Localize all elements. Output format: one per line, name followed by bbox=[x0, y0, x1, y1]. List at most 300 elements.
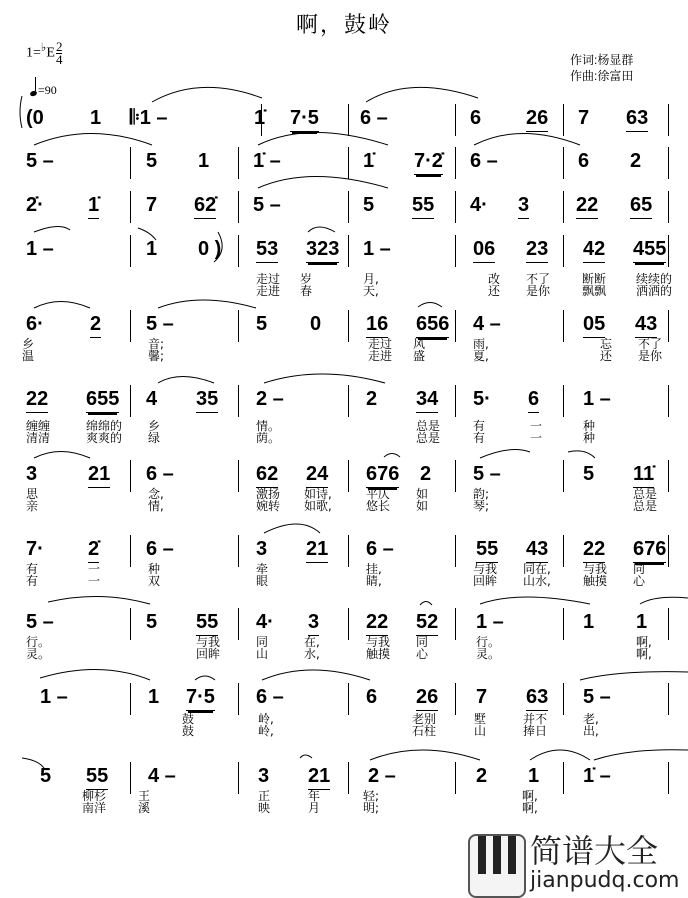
bar-line bbox=[130, 385, 131, 417]
lyric: 如歌, bbox=[304, 499, 332, 513]
bar-line bbox=[563, 608, 564, 640]
lyric: 馨; bbox=[148, 349, 165, 363]
note: 4 – bbox=[473, 313, 501, 335]
note: 5 – bbox=[473, 463, 501, 485]
note: 35 bbox=[196, 387, 218, 413]
note: 53 bbox=[256, 237, 278, 263]
lyric: 如 bbox=[416, 487, 429, 501]
note: 676 bbox=[633, 537, 666, 563]
bar-line bbox=[563, 310, 564, 342]
lyricist: 作词:杨显群 bbox=[570, 53, 634, 67]
lyric: 乡 bbox=[148, 419, 161, 433]
bar-line bbox=[348, 683, 349, 715]
lyric: 山 bbox=[474, 724, 487, 738]
bar-line bbox=[563, 104, 564, 136]
note: 323 bbox=[306, 237, 339, 263]
lyric: 在, bbox=[304, 635, 320, 649]
note: 2̇· bbox=[26, 194, 44, 216]
bar-line bbox=[130, 191, 131, 223]
note: 7 bbox=[146, 194, 158, 216]
watermark-logo bbox=[466, 832, 688, 898]
staff-row bbox=[18, 608, 670, 668]
note: (0 bbox=[26, 107, 44, 129]
lyric: 岁 bbox=[300, 272, 313, 286]
bar-line bbox=[455, 460, 456, 492]
note: 1 bbox=[583, 611, 595, 633]
bar-line bbox=[130, 762, 131, 794]
note: 3 bbox=[518, 193, 529, 219]
lyric: 触摸 bbox=[583, 574, 608, 588]
lyric: 老别 bbox=[412, 712, 437, 726]
lyric: 出, bbox=[583, 724, 599, 738]
bar-line bbox=[455, 310, 456, 342]
lyric: 如 bbox=[416, 499, 429, 513]
lyric: 清清 bbox=[26, 431, 51, 445]
note: 2 bbox=[90, 312, 101, 338]
note: 0 bbox=[310, 313, 322, 335]
lyric: 总是 bbox=[416, 431, 441, 445]
key-signature bbox=[26, 40, 62, 66]
note: 43 bbox=[635, 312, 657, 338]
lyric: 王 bbox=[138, 789, 151, 803]
key-tonic: E bbox=[46, 45, 55, 61]
lyric: 种 bbox=[148, 562, 161, 576]
lyric: 念, bbox=[148, 487, 164, 501]
lyric: 飘飘 bbox=[582, 284, 607, 298]
staff-row bbox=[18, 235, 673, 298]
lyric: 走过 bbox=[256, 272, 281, 286]
bar-line bbox=[348, 104, 349, 136]
bar-line bbox=[668, 310, 669, 342]
note: 1̇ – bbox=[583, 765, 611, 787]
lyric: 亲 bbox=[26, 499, 39, 513]
song-title: 啊，鼓岭 bbox=[295, 13, 392, 38]
lyric: 是你 bbox=[526, 284, 551, 298]
black-key bbox=[493, 836, 501, 874]
lyric: 如诗, bbox=[304, 487, 332, 501]
lyric: 月, bbox=[363, 272, 379, 286]
bar-line bbox=[563, 460, 564, 492]
bar-line bbox=[238, 683, 239, 715]
note: 1̇ bbox=[88, 193, 99, 219]
note: 4· bbox=[256, 611, 274, 633]
lyric: 悠长 bbox=[366, 499, 391, 513]
piano-keys-icon bbox=[468, 834, 526, 898]
lyric: 与我 bbox=[583, 562, 608, 576]
note: 55 bbox=[476, 537, 498, 563]
lyric: 捧日 bbox=[523, 724, 548, 738]
bar-line bbox=[563, 683, 564, 715]
note: 2 bbox=[630, 150, 642, 172]
lyric: 睛, bbox=[366, 574, 382, 588]
note: 5 – bbox=[26, 150, 54, 172]
staff-row bbox=[18, 191, 670, 241]
note: 5 – bbox=[253, 194, 281, 216]
note: 62 bbox=[256, 462, 278, 488]
lyric: 山水, bbox=[523, 574, 551, 588]
lyric: 明; bbox=[363, 801, 380, 815]
bar-line bbox=[668, 683, 669, 715]
lyric: 溪 bbox=[138, 801, 151, 815]
staff-row bbox=[18, 683, 670, 743]
staff-row bbox=[18, 147, 670, 197]
lyric: 啊, bbox=[522, 801, 538, 815]
bar-line bbox=[238, 762, 239, 794]
note: 6 – bbox=[470, 150, 498, 172]
bar-line bbox=[455, 385, 456, 417]
note: 2 bbox=[476, 765, 488, 787]
note: 23 bbox=[526, 237, 548, 263]
note: 21 bbox=[88, 462, 110, 488]
note: 2̇ bbox=[88, 537, 99, 563]
lyric: 回眸 bbox=[196, 647, 221, 661]
quarter-note-icon bbox=[29, 90, 37, 97]
lyric: 绿 bbox=[148, 431, 161, 445]
note: 43 bbox=[526, 537, 548, 563]
watermark-brand: 简谱大全 bbox=[530, 832, 659, 870]
lyric: 啊, bbox=[522, 789, 538, 803]
lyric: 触摸 bbox=[366, 647, 391, 661]
bar-line bbox=[238, 535, 239, 567]
tempo-marking bbox=[30, 80, 57, 98]
bar-line bbox=[668, 191, 669, 223]
lyric: 乡 bbox=[22, 337, 35, 351]
lyric: 爽爽的 bbox=[86, 431, 123, 445]
note: 21 bbox=[308, 764, 330, 790]
lyric: 水, bbox=[304, 647, 320, 661]
bar-line bbox=[238, 191, 239, 223]
lyric: 音; bbox=[148, 337, 165, 351]
lyric: 灵。 bbox=[26, 647, 51, 661]
note: 5 bbox=[146, 150, 158, 172]
time-signature bbox=[55, 38, 63, 67]
note: 1 – bbox=[476, 611, 504, 633]
lyric: 种 bbox=[583, 419, 596, 433]
lyric: 不了 bbox=[526, 272, 551, 286]
note: 0 ) bbox=[198, 238, 222, 260]
note: 3 bbox=[308, 610, 319, 636]
note: 2 – bbox=[256, 388, 284, 410]
bar-line bbox=[348, 535, 349, 567]
lyric: 挂, bbox=[366, 562, 382, 576]
lyric: 岭, bbox=[258, 712, 274, 726]
note: 7 bbox=[476, 686, 488, 708]
note: 22 bbox=[583, 537, 605, 563]
lyric: 啊, bbox=[636, 635, 652, 649]
note: 7·5 bbox=[186, 685, 215, 711]
bar-line bbox=[130, 147, 131, 179]
note: 22 bbox=[366, 610, 388, 636]
bar-line bbox=[668, 104, 669, 136]
lyric: 改 bbox=[488, 272, 501, 286]
staff-row bbox=[18, 385, 670, 445]
lyric: 婉转 bbox=[256, 499, 281, 513]
lyric: 心 bbox=[633, 574, 646, 588]
flat-icon: ♭ bbox=[40, 41, 47, 54]
note: 6 bbox=[578, 150, 590, 172]
note: 3 bbox=[256, 538, 268, 560]
lyric: 柳杉 bbox=[82, 789, 107, 803]
lyric: 还 bbox=[488, 284, 501, 298]
lyric: 眼 bbox=[256, 574, 269, 588]
lyric: 正 bbox=[258, 789, 271, 803]
lyric: 啊, bbox=[636, 647, 652, 661]
bar-line bbox=[348, 310, 349, 342]
note: 65 bbox=[630, 193, 652, 219]
bar-line bbox=[348, 385, 349, 417]
lyric: 有 bbox=[473, 419, 486, 433]
note: 1 – bbox=[583, 388, 611, 410]
bar-line bbox=[563, 385, 564, 417]
bar-line bbox=[668, 147, 669, 179]
lyric: 有 bbox=[26, 574, 39, 588]
bar-line bbox=[563, 147, 564, 179]
bar-line bbox=[348, 608, 349, 640]
lyric: 还 bbox=[600, 349, 613, 363]
note: 26 bbox=[416, 685, 438, 711]
lyric: 映 bbox=[258, 801, 271, 815]
note: 22 bbox=[26, 387, 48, 413]
bar-line bbox=[348, 460, 349, 492]
bar-line bbox=[348, 191, 349, 223]
note: 06 bbox=[473, 237, 495, 263]
bar-line bbox=[668, 235, 669, 267]
lyric: 韵; bbox=[473, 487, 490, 501]
lyric: 行。 bbox=[26, 635, 51, 649]
lyric: 回眸 bbox=[473, 574, 498, 588]
staff-row bbox=[18, 762, 670, 822]
note: 455 bbox=[633, 237, 666, 263]
bar-line bbox=[130, 460, 131, 492]
lyric: 石柱 bbox=[412, 724, 437, 738]
note: 2 – bbox=[368, 765, 396, 787]
bar-line bbox=[238, 460, 239, 492]
lyric: 同 bbox=[416, 635, 429, 649]
note: 6 – bbox=[146, 538, 174, 560]
note-stem bbox=[35, 77, 36, 91]
note: 7·5 bbox=[290, 106, 319, 132]
lyric: 缠缠 bbox=[26, 419, 51, 433]
lyric: 情, bbox=[148, 499, 164, 513]
lyric: 月 bbox=[308, 801, 321, 815]
note: 5 – bbox=[583, 686, 611, 708]
bar-line bbox=[238, 147, 239, 179]
lyric: 与我 bbox=[473, 562, 498, 576]
staff-row bbox=[18, 310, 670, 370]
note: 1 bbox=[198, 150, 210, 172]
note: 6 – bbox=[146, 463, 174, 485]
bar-line bbox=[668, 385, 669, 417]
lyric: 雨, bbox=[473, 337, 489, 351]
note: 63 bbox=[526, 685, 548, 711]
lyric: 同 bbox=[256, 635, 269, 649]
note: 5 bbox=[363, 194, 375, 216]
lyric: 风 bbox=[413, 337, 426, 351]
lyric: 一 bbox=[88, 574, 101, 588]
lyric: 同在, bbox=[523, 562, 551, 576]
lyric: 绵绵的 bbox=[86, 419, 123, 433]
lyric: 行。 bbox=[476, 635, 501, 649]
note: 6 bbox=[366, 686, 378, 708]
note: 676 bbox=[366, 462, 399, 488]
bar-line bbox=[563, 235, 564, 267]
lyric: 与我 bbox=[366, 635, 391, 649]
note: 52 bbox=[416, 610, 438, 636]
bar-line bbox=[238, 235, 239, 267]
note: 24 bbox=[306, 462, 328, 488]
note: 1 – bbox=[40, 686, 68, 708]
note: 42 bbox=[583, 237, 605, 263]
note: 1 bbox=[146, 238, 158, 260]
bar-line bbox=[668, 608, 669, 640]
note: 7·2̇ bbox=[414, 149, 443, 175]
lyric: 洒洒的 bbox=[636, 284, 673, 298]
bar-line bbox=[348, 762, 349, 794]
watermark-url: jianpudq.com bbox=[530, 868, 680, 893]
bar-line bbox=[455, 683, 456, 715]
note: 6 bbox=[528, 387, 539, 413]
lyric: 平仄 bbox=[366, 487, 391, 501]
bar-line bbox=[130, 608, 131, 640]
note: 16 bbox=[366, 312, 388, 338]
lyric: 同 bbox=[633, 562, 646, 576]
lyric: 鼓 bbox=[182, 724, 195, 738]
lyric: 不了 bbox=[638, 337, 663, 351]
lyric: 南洋 bbox=[82, 801, 107, 815]
lyric: 走进 bbox=[256, 284, 281, 298]
note: 22 bbox=[576, 193, 598, 219]
note: 4· bbox=[470, 194, 488, 216]
composer: 作曲:徐富田 bbox=[570, 69, 634, 83]
bar-line bbox=[563, 762, 564, 794]
lyric: 盛 bbox=[413, 349, 426, 363]
lyric: 轻; bbox=[363, 789, 380, 803]
note: 21 bbox=[306, 537, 328, 563]
note: 𝄆1 – bbox=[130, 107, 168, 129]
note: 656 bbox=[416, 312, 449, 338]
lyric: 续续的 bbox=[636, 272, 673, 286]
lyric: 双 bbox=[148, 574, 161, 588]
lyric: 激扬 bbox=[256, 487, 281, 501]
bar-line bbox=[455, 191, 456, 223]
lyric: 琴; bbox=[473, 499, 490, 513]
note: 05 bbox=[583, 312, 605, 338]
bar-line bbox=[455, 535, 456, 567]
note: 1̇ – bbox=[253, 150, 281, 172]
note: 5 bbox=[583, 463, 595, 485]
lyric: 老, bbox=[583, 712, 599, 726]
lyric: 有 bbox=[26, 562, 39, 576]
note: 5 bbox=[256, 313, 268, 335]
note: 2 bbox=[366, 388, 378, 410]
lyric: 一 bbox=[530, 419, 543, 433]
bar-line bbox=[238, 385, 239, 417]
time-bottom: 4 bbox=[55, 51, 63, 67]
note: 6· bbox=[26, 313, 44, 335]
lyric: 总是 bbox=[416, 419, 441, 433]
tempo-value: =90 bbox=[38, 83, 57, 97]
lyric: 牵 bbox=[256, 562, 269, 576]
lyric: 墅 bbox=[474, 712, 487, 726]
note: 5 – bbox=[146, 313, 174, 335]
lyric: 岭, bbox=[258, 724, 274, 738]
note: 5 – bbox=[26, 611, 54, 633]
bar-line bbox=[238, 310, 239, 342]
slur bbox=[152, 87, 262, 102]
note: 5 bbox=[146, 611, 158, 633]
lyric: 情。 bbox=[256, 419, 281, 433]
note: 3 bbox=[26, 463, 38, 485]
note: 62̇ bbox=[194, 193, 216, 219]
note: 5· bbox=[473, 388, 491, 410]
lyric: 种 bbox=[583, 431, 596, 445]
lyric: 天, bbox=[363, 284, 379, 298]
bar-line bbox=[668, 762, 669, 794]
note: 5 bbox=[40, 765, 52, 787]
bar-line bbox=[348, 235, 349, 267]
note: 6 – bbox=[256, 686, 284, 708]
credits bbox=[570, 52, 633, 84]
time-top: 2 bbox=[55, 38, 63, 54]
bar-line bbox=[130, 235, 131, 267]
note: 1 – bbox=[26, 238, 54, 260]
lyric: 一 bbox=[530, 431, 543, 445]
note: 1̇ bbox=[363, 150, 375, 172]
bar-line bbox=[455, 104, 456, 136]
staff-row bbox=[18, 535, 670, 595]
note: 4 bbox=[146, 388, 158, 410]
lyric: 春 bbox=[300, 284, 313, 298]
lyric: 是你 bbox=[638, 349, 663, 363]
note: 26 bbox=[526, 106, 548, 132]
bar-line bbox=[130, 683, 131, 715]
note: 7· bbox=[26, 538, 44, 560]
bar-line bbox=[455, 608, 456, 640]
lyric: 走过 bbox=[368, 337, 393, 351]
lyric: 思 bbox=[26, 487, 39, 501]
note: 1̇ bbox=[254, 107, 266, 129]
bar-line bbox=[668, 535, 669, 567]
note: 6 bbox=[470, 107, 482, 129]
black-key bbox=[508, 836, 516, 874]
lyric: 忘 bbox=[600, 337, 613, 351]
note: 63 bbox=[626, 106, 648, 132]
note: 11̇ bbox=[633, 462, 654, 488]
bar-line bbox=[563, 191, 564, 223]
note: 7 bbox=[578, 107, 590, 129]
staff-row bbox=[18, 460, 670, 520]
bar-line bbox=[455, 762, 456, 794]
bar-line bbox=[130, 535, 131, 567]
lyric: 并不 bbox=[523, 712, 548, 726]
note: 55 bbox=[86, 764, 108, 790]
note: 55 bbox=[196, 610, 218, 636]
note: 6 – bbox=[366, 538, 394, 560]
note: 1 bbox=[90, 107, 102, 129]
bar-line bbox=[455, 147, 456, 179]
note: 3 bbox=[258, 765, 270, 787]
lyric: 温 bbox=[22, 349, 35, 363]
lyric: 总是 bbox=[633, 487, 658, 501]
lyric: 断断 bbox=[582, 272, 607, 286]
bar-line bbox=[238, 608, 239, 640]
lyric: 鼓 bbox=[182, 712, 195, 726]
note: 655 bbox=[86, 387, 119, 413]
lyric: 心 bbox=[416, 647, 429, 661]
bar-line bbox=[455, 235, 456, 267]
note: 1 bbox=[636, 611, 648, 633]
bar-line bbox=[130, 310, 131, 342]
